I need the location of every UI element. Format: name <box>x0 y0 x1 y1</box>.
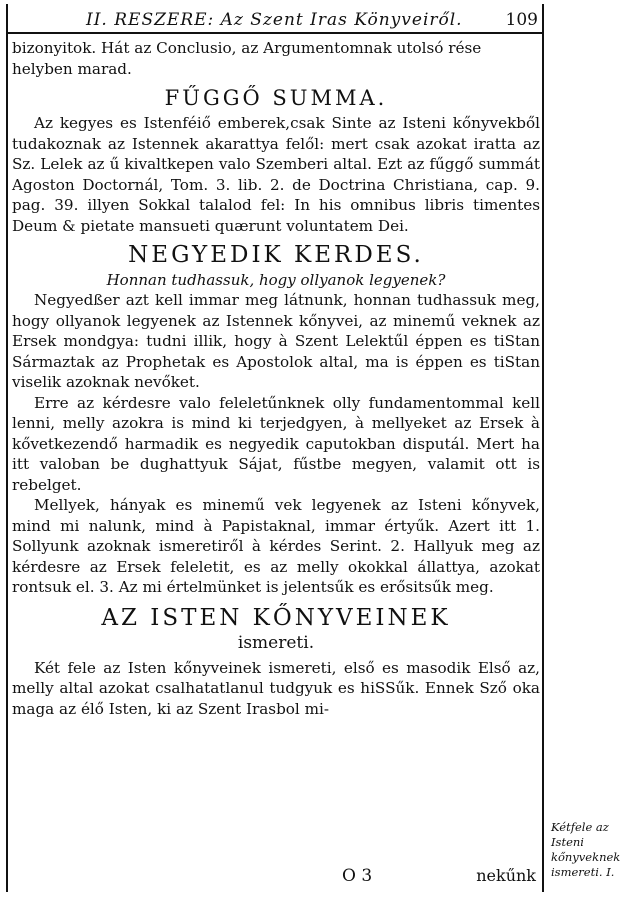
section-paragraph-1: Két fele az Isten kőnyveinek ismereti, első es masodik Első az, melly altal azokat csalhatatlanul tudgyuk es hiSSűk. Ennek Sző oka maga az élő Isten, ki az Szent Irasbol mi- <box>12 658 540 718</box>
summa-heading: FŰGGŐ SUMMA. <box>164 86 388 110</box>
running-header <box>8 4 544 34</box>
margin-note: Kétfele az Isteni kőnyveknek ismereti. I. <box>551 820 621 879</box>
section-subheading: ismereti. <box>237 632 315 653</box>
intro-line-2: helyben marad. <box>12 59 132 78</box>
question-paragraph-2: Erre az kérdesre valo feleletűnknek olly fundamentommal kell lenni, melly azokra is mind ki terjedgyen, à mellyeket az Ersek à kővetkezendő harmadik es negyedik caputokban disputál. Mert ha itt valoban be dughattyuk Sájat, fűstbe megyen, valamit ott is rebelget. <box>12 393 540 494</box>
page-body <box>12 38 540 719</box>
summa-paragraph: Az kegyes es Istenféiő emberek,csak Sinte az Isteni kőnyvekből tudakoznak az Istennek akarattya felől: mert csak azokat iratta az Sz. Lelek az ű kivaltkepen valo Szemberi altal. Ezt az fűggő summát Agoston Doctornál, Tom. 3. lib. 2. de Doctrina Christiana, cap. 9. pag. 39. illyen Sokkal talalod fel: In his omnibus libris timentes Deum & pietate mansueti quærunt voluntatem Dei. <box>12 114 540 235</box>
question-paragraph-1: Negyedßer azt kell immar meg látnunk, honnan tudhassuk meg, hogy ollyanok legyenek az Istennek kőnyvei, az minemű veknek az Ersek mondgya: tudni illik, hogy à Szent Lelektűl éppen es tiStan Sármaztak az Prophetak es Apostolok altal, ma is éppen es tiStan viselik azoknak nevőket. <box>12 291 540 391</box>
question-subtitle: Honnan tudhassuk, hogy ollyanok legyenek? <box>106 271 446 289</box>
intro-line-1: bizonyitok. Hát az Conclusio, az Argumentomnak utolsó rése <box>12 39 482 57</box>
running-title: II. RESZERE: Az Szent Iras Könyveiről. <box>86 10 463 30</box>
section-heading: AZ ISTEN KŐNYVEINEK <box>101 604 451 631</box>
catchword: nekűnk <box>476 866 536 885</box>
question-heading: NEGYEDIK KERDES. <box>128 242 424 268</box>
question-paragraph-3: Mellyek, hányak es minemű vek legyenek az Isteni kőnyvek, mind mi nalunk, mind à Papistaknal, immar értyűk. Azert itt 1. Sollyunk azoknak ismeretiről à kérdes Serint. 2. Hallyuk meg az kérdesre az Ersek feleletit, es az melly okokkal állattya, azokat rontsuk el. 3. Az mi értelmünket is jelentsűk es erősitsűk meg. <box>12 496 540 596</box>
signature-mark: O 3 <box>342 866 373 886</box>
page-number: 109 <box>505 10 538 30</box>
page-footer <box>12 866 540 888</box>
